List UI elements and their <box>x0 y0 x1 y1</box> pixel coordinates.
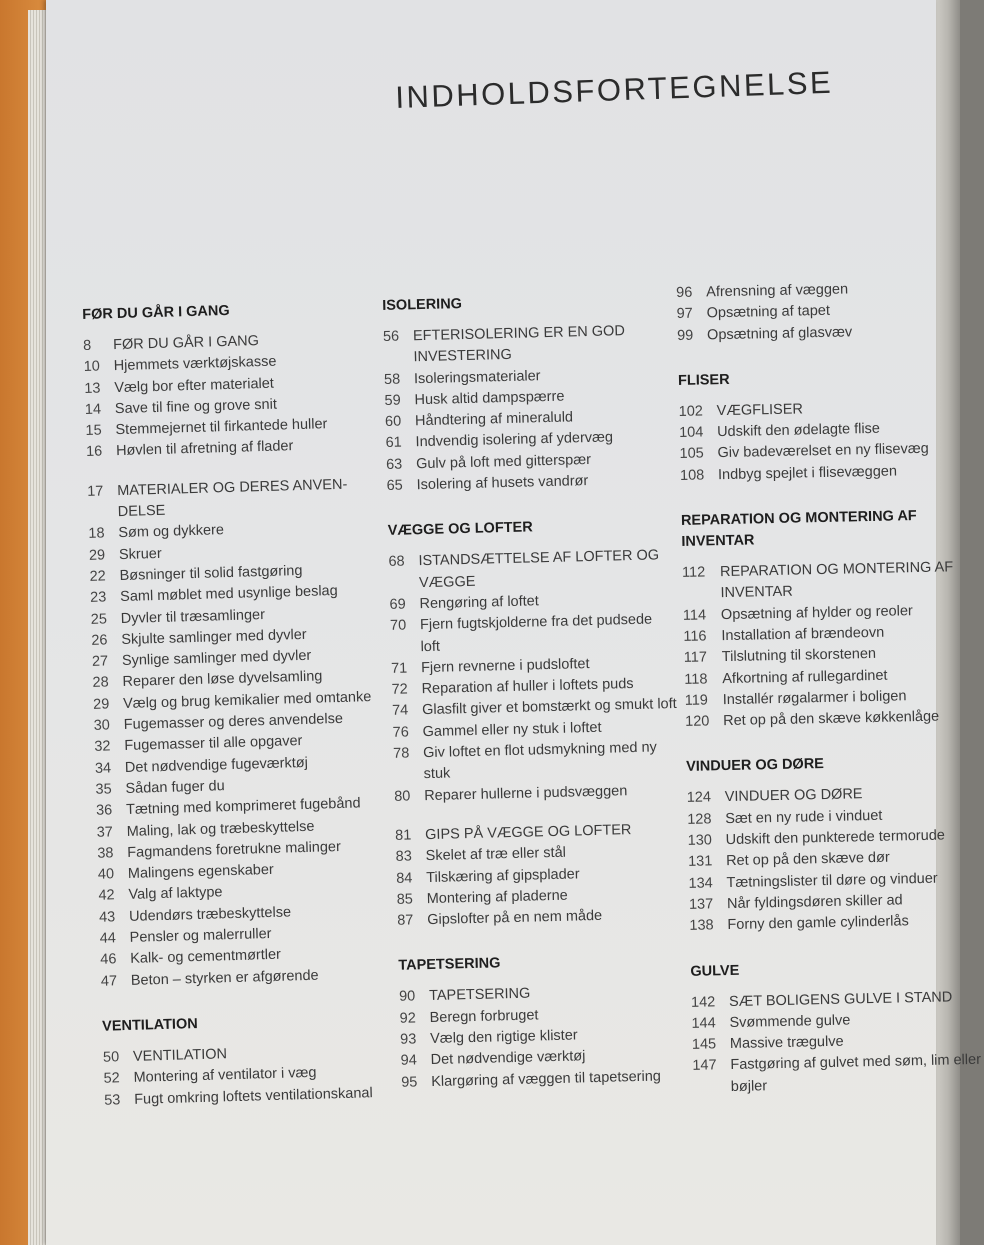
entry-title: Valg af laktype <box>128 884 223 904</box>
entry-title: Sæt en ny rude i vinduet <box>725 807 883 827</box>
page-number: 117 <box>683 649 708 667</box>
entry-title: Montering af pladerne <box>426 887 568 907</box>
toc-section <box>681 505 976 757</box>
entry-title: MATERIALER OG DERES ANVEN-DELSE <box>116 476 348 521</box>
page-number: 70 <box>389 617 407 635</box>
page-number: 114 <box>682 607 707 624</box>
page-number: 35 <box>95 781 112 798</box>
entry-title: Giv loftet en flot udsmykning med ny stuk <box>422 739 658 783</box>
entry-title: EFTERISOLERING ER EN GOD INVESTERING <box>412 323 626 366</box>
entry-title: Glasfilt giver et bomstærkt og smukt loft <box>421 696 677 719</box>
page-number: 108 <box>679 467 705 484</box>
entry-title: Saml møblet med usynlige beslag <box>119 583 338 606</box>
page-number: 78 <box>392 745 410 762</box>
page-number: 92 <box>399 1010 416 1027</box>
entry-title: Malingens egenskaber <box>127 861 274 883</box>
section-heading: VÆGGE OG LOFTER <box>387 519 533 540</box>
toc-section <box>102 1008 405 1135</box>
entry-title: Fugemasser og deres anvendelse <box>123 710 344 734</box>
entry-title: Høvlen til afretning af flader <box>115 438 294 460</box>
entry-title: Hjemmets værktøjskasse <box>113 353 277 375</box>
page-number: 27 <box>91 653 109 671</box>
section-heading: TAPETSERING <box>398 955 501 975</box>
entry-title: Husk altid dampspærre <box>414 388 565 409</box>
entry-title: Vælg og brug kemikalier med omtanke <box>122 688 372 712</box>
page-number: 50 <box>102 1049 120 1066</box>
page-number: 40 <box>97 866 115 883</box>
page-number: 46 <box>100 951 117 969</box>
entry-title: Vælg den rigtige klister <box>429 1027 578 1048</box>
section-heading: REPARATION OG MONTERING AF INVENTAR <box>680 508 917 551</box>
page-number: 130 <box>687 832 713 849</box>
entry-title: Fugt omkring loftets ventilationskanal <box>133 1084 373 1108</box>
page-number: 15 <box>85 422 102 440</box>
page-number: 28 <box>92 674 109 692</box>
page-number: 90 <box>398 988 416 1006</box>
page-number: 22 <box>89 568 106 585</box>
entry-title: Sådan fuger du <box>125 778 225 797</box>
page-number: 60 <box>384 413 402 431</box>
entry-title: Kalk- og cementmørtler <box>130 947 282 968</box>
page-number: 42 <box>98 887 115 905</box>
page-number: 47 <box>100 972 118 990</box>
page-number: 10 <box>83 358 101 376</box>
entry-title: Tilslutning til skorstenen <box>721 646 877 666</box>
toc-entry <box>393 737 679 787</box>
page-number: 80 <box>394 788 411 805</box>
page-number: 72 <box>391 681 408 699</box>
entry-title: Vælg bor efter materialet <box>114 375 275 396</box>
page-number: 119 <box>684 692 709 709</box>
page-number: 43 <box>98 909 116 926</box>
page-number: 14 <box>84 401 102 418</box>
page-number: 99 <box>676 327 694 344</box>
page-number: 131 <box>687 853 713 871</box>
page-number: 85 <box>396 891 414 908</box>
page-number: 53 <box>103 1091 121 1109</box>
entry-title: VENTILATION <box>132 1046 228 1065</box>
entry-title: Gipslofter på en nem måde <box>427 907 603 929</box>
entry-title: VÆGFLISER <box>716 401 804 420</box>
entry-title: Giv badeværelset en ny flisevæg <box>717 441 929 462</box>
page-number: 118 <box>684 670 708 688</box>
section-heading: VINDUER OG DØRE <box>685 756 825 776</box>
page-number: 68 <box>388 553 405 571</box>
page-number: 145 <box>691 1036 717 1053</box>
page-number: 32 <box>94 738 111 756</box>
page-number: 29 <box>88 547 106 564</box>
page-number: 83 <box>395 848 413 866</box>
entry-title: Skjulte samlinger med dyvler <box>121 626 307 648</box>
page-number: 29 <box>92 696 110 713</box>
entry-title: Ret op på den skæve køkkenlåge <box>723 708 940 730</box>
entry-title: Skruer <box>118 545 162 563</box>
entry-title: Søm og dykkere <box>118 522 225 542</box>
section-heading: VENTILATION <box>101 1015 198 1035</box>
page-title: INDHOLDSFORTEGNELSE <box>394 64 834 116</box>
entry-title: REPARATION OG MONTERING AF INVENTAR <box>719 559 954 602</box>
toc-section <box>382 289 672 521</box>
entry-title: Montering af ventilator i væg <box>133 1064 317 1087</box>
entry-title: Opsætning af hylder og reoler <box>720 602 913 623</box>
page-number: 120 <box>685 713 710 731</box>
entry-title: Beregn forbruget <box>429 1007 539 1026</box>
page-number: 52 <box>103 1070 120 1087</box>
entry-title: Pensler og malerruller <box>129 925 272 946</box>
page-number: 142 <box>690 993 716 1011</box>
entry-title: Fugemasser til alle opgaver <box>124 733 303 755</box>
entry-title: Synlige samlinger med dyvler <box>121 647 312 670</box>
entry-title: Udendørs træbeskyttelse <box>128 904 292 925</box>
page-number: 44 <box>99 930 117 947</box>
entry-title: Gammel eller ny stuk i loftet <box>422 719 602 740</box>
entry-title: Skelet af træ eller stål <box>425 844 567 865</box>
entry-title: Tætningslister til døre og vinduer <box>726 870 938 891</box>
entry-title: Gulv på loft med gitterspær <box>415 451 592 472</box>
entry-title: Indvendig isolering af ydervæg <box>415 429 614 451</box>
entry-title: Fjern revnerne i pudsloftet <box>420 655 590 677</box>
entry-title: Ret op på den skæve dør <box>725 849 890 870</box>
page-number: 134 <box>688 875 713 892</box>
entry-title: Reparer hullerne i pudsvæggen <box>424 782 628 804</box>
entry-title: Det nødvendige fugeværktøj <box>124 754 309 776</box>
page-number: 96 <box>676 284 693 301</box>
page-number: 144 <box>691 1015 716 1032</box>
entry-title: Bøsninger til solid fastgøring <box>119 562 303 585</box>
page-number: 112 <box>681 564 706 582</box>
page-number: 93 <box>399 1031 417 1048</box>
entry-title: Tilskæring af gipsplader <box>426 865 580 886</box>
entry-title: Svømmende gulve <box>729 1012 851 1031</box>
entry-title: ISTANDSÆTTELSE AF LOFTER OG VÆGGE <box>418 547 660 591</box>
toc-section <box>676 277 968 371</box>
entry-title: Opsætning af glasvæv <box>706 323 853 343</box>
toc-entry <box>388 545 674 595</box>
entry-title: SÆT BOLIGENS GULVE I STAND <box>728 988 953 1010</box>
entry-title: Indbyg spejlet i flisevæggen <box>717 463 898 483</box>
entry-title: Fjern fugtskjolderne fra det pudsede loft <box>419 611 653 655</box>
page-number: 102 <box>678 403 704 420</box>
toc-section <box>82 297 402 1017</box>
page-number: 13 <box>84 380 101 397</box>
entry-title: FØR DU GÅR I GANG <box>112 333 260 354</box>
entry-title: Reparation af huller i loftets puds <box>421 676 634 698</box>
toc-entry <box>390 609 676 659</box>
page-number: 58 <box>383 371 401 388</box>
entry-title: Maling, lak og træbeskyttelse <box>126 818 315 840</box>
entry-title: Reparer den løse dyvelsamling <box>122 668 323 691</box>
toc-section <box>686 751 980 961</box>
entry-title: Tætning med komprimeret fugebånd <box>125 795 361 819</box>
toc-section <box>398 949 687 1117</box>
entry-title: Installér røgalarmer i boligen <box>722 688 907 708</box>
page-number: 76 <box>392 724 410 741</box>
entry-title: Isoleringsmaterialer <box>413 367 541 387</box>
entry-title: Forny den gamle cylinderlås <box>727 913 909 934</box>
page-number: 84 <box>396 869 413 887</box>
page-number: 105 <box>679 445 704 463</box>
entry-title: Isolering af husets vandrør <box>416 473 589 494</box>
entry-title: Beton – styrken er afgørende <box>130 967 319 989</box>
entry-title: Afrensning af væggen <box>706 281 849 301</box>
page-number: 59 <box>384 392 401 409</box>
section-heading: ISOLERING <box>382 296 463 314</box>
page-number: 81 <box>394 827 412 844</box>
entry-title: Installation af brændeovn <box>721 624 885 645</box>
entry-title: Fagmandens foretrukne malinger <box>127 838 342 861</box>
page-number: 124 <box>686 789 712 807</box>
entry-title: Udskift den punkterede termorude <box>725 827 946 849</box>
toc-column-3 <box>676 277 984 1123</box>
entry-title: Håndtering af mineraluld <box>414 409 574 430</box>
toc-section <box>678 365 971 511</box>
entry-title: Stemmejernet til firkantede huller <box>115 416 328 439</box>
entry-title: Når fyldingsdøren skiller ad <box>726 892 903 913</box>
page-number: 128 <box>687 811 712 828</box>
entry-title: Fastgøring af gulvet med søm, lim eller bøjler <box>730 1052 982 1095</box>
toc-entry <box>692 1050 983 1099</box>
page-number: 18 <box>88 525 105 543</box>
toc-column-2 <box>382 289 687 1118</box>
page-number: 138 <box>689 917 714 935</box>
page-number: 87 <box>397 912 414 929</box>
page-number: 30 <box>93 717 111 734</box>
page-number: 37 <box>96 823 114 841</box>
entry-title: Rengøring af loftet <box>419 593 539 613</box>
page-number: 8 <box>82 337 92 354</box>
page-number: 25 <box>90 610 108 628</box>
entry-title: GIPS PÅ VÆGGE OG LOFTER <box>424 822 632 844</box>
page-number: 74 <box>391 702 409 720</box>
page-number: 16 <box>85 443 103 461</box>
toc-section <box>388 514 684 956</box>
entry-title: Massive trægulve <box>729 1033 844 1053</box>
page-number: 116 <box>683 628 707 645</box>
entry-title: Dyvler til træsamlinger <box>120 606 266 627</box>
page-number: 17 <box>86 483 104 500</box>
page-number: 56 <box>382 328 400 345</box>
entry-title: Save til fine og grove snit <box>114 396 278 418</box>
page-number: 36 <box>95 802 113 820</box>
page-number: 104 <box>678 424 704 442</box>
section-heading: FLISER <box>677 371 730 389</box>
entry-title: VINDUER OG DØRE <box>724 786 863 806</box>
book-page <box>46 0 982 1245</box>
entry-title: Udskift den ødelagte flise <box>716 420 881 441</box>
page-number: 63 <box>385 456 403 473</box>
page-number: 26 <box>91 632 108 649</box>
toc-section <box>690 955 983 1123</box>
page-number: 94 <box>400 1052 418 1070</box>
entry-title: TAPETSERING <box>428 986 531 1005</box>
entry-title: Opsætning af tapet <box>706 303 831 322</box>
page-number: 61 <box>385 435 402 452</box>
section-heading: FØR DU GÅR I GANG <box>82 302 230 323</box>
entry-title: Det nødvendige værktøj <box>430 1048 586 1069</box>
page-number: 34 <box>94 760 112 777</box>
entry-title: Klargøring af væggen til tapetsering <box>431 1068 662 1090</box>
toc-entry <box>383 320 669 370</box>
page-number: 23 <box>89 589 107 607</box>
section-heading: GULVE <box>690 962 740 980</box>
page-number: 97 <box>676 305 693 323</box>
page-number: 71 <box>390 660 408 677</box>
page-number: 95 <box>401 1073 418 1091</box>
toc-column-1 <box>82 297 405 1136</box>
page-number: 147 <box>692 1057 717 1075</box>
entry-title: Afkortning af rullegardinet <box>722 667 888 687</box>
page-number: 65 <box>386 477 403 495</box>
page-number: 137 <box>688 896 714 913</box>
toc-entry <box>682 557 973 606</box>
page-number: 69 <box>389 596 406 613</box>
page-number: 38 <box>97 845 114 862</box>
